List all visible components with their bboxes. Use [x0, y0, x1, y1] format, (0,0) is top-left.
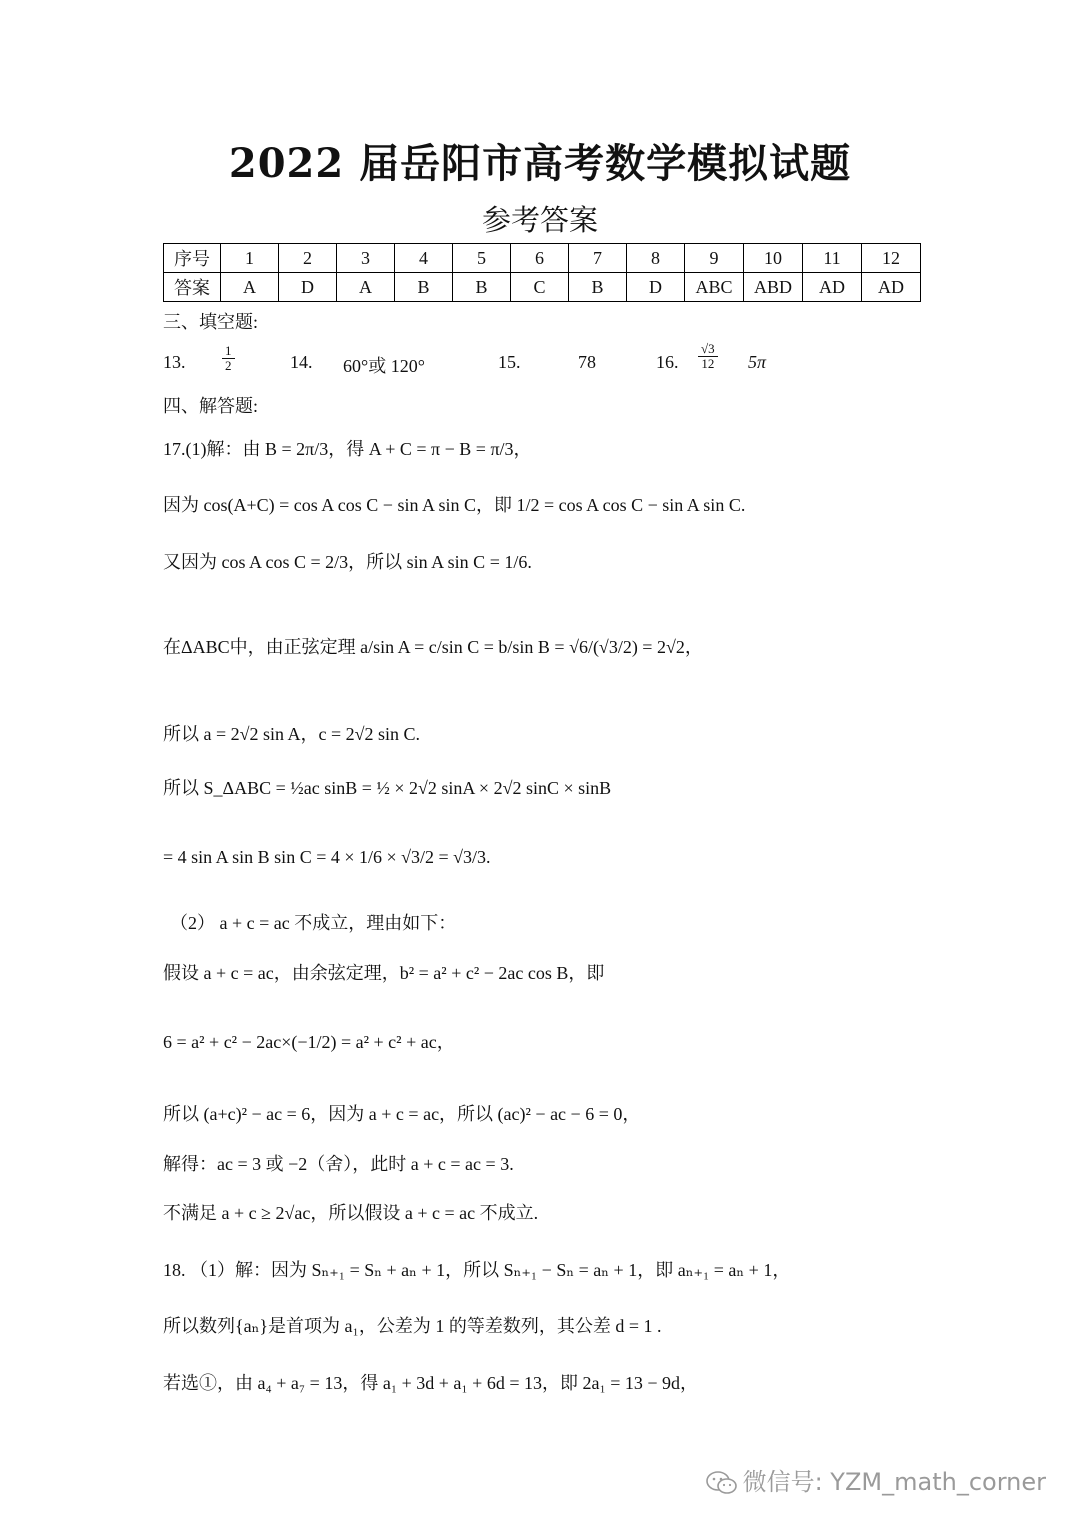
table-cell: 12	[862, 244, 921, 273]
solution-line: 所以 S_ΔABC = ½ac sinB = ½ × 2√2 sinA × 2√2 sinC × sinB	[163, 778, 612, 798]
fill-q13-answer	[220, 344, 237, 374]
solution-line: 又因为 cos A cos C = 2/3，所以 sin A sin C = 1/6.	[163, 552, 532, 572]
table-cell: B	[395, 273, 453, 302]
table-cell: C	[511, 273, 569, 302]
solution-line: 解得：ac = 3 或 −2（舍），此时 a + c = ac = 3.	[163, 1154, 514, 1174]
solution-line: （2） a + c = ac 不成立，理由如下：	[170, 913, 457, 933]
row-header-answer: 答案	[164, 273, 221, 302]
table-cell: D	[627, 273, 685, 302]
fill-q14-answer: 60°或 120°	[343, 356, 425, 376]
table-cell: 8	[627, 244, 685, 273]
table-cell: 11	[803, 244, 862, 273]
fill-q16-number: 16.	[656, 352, 679, 372]
answer-table	[163, 243, 921, 302]
solution-line: 在ΔABC中，由正弦定理 a/sin A = c/sin C = b/sin B = √6/(√3/2) = 2√2，	[163, 637, 703, 657]
table-cell: 7	[569, 244, 627, 273]
solution-line: 假设 a + c = ac，由余弦定理，b² = a² + c² − 2ac cos B，即	[163, 963, 605, 983]
row-header-number: 序号	[164, 244, 221, 273]
solution-line: 若选①，由 a₄ + a₇ = 13，得 a₁ + 3d + a₁ + 6d = 13，即 2a₁ = 13 − 9d，	[163, 1373, 699, 1393]
fill-q16-answer-a	[696, 342, 720, 372]
table-cell: ABD	[744, 273, 803, 302]
solution-line: 因为 cos(A+C) = cos A cos C − sin A sin C，即 1/2 = cos A cos C − sin A sin C.	[163, 495, 746, 515]
table-cell: D	[279, 273, 337, 302]
table-row-numbers	[164, 244, 921, 273]
table-cell: 1	[221, 244, 279, 273]
fill-q14-number: 14.	[290, 352, 313, 372]
fill-q15-answer: 78	[578, 352, 596, 372]
solution-line: 所以数列{aₙ}是首项为 a₁，公差为 1 的等差数列，其公差 d = 1 .	[163, 1316, 662, 1336]
solution-line: 6 = a² + c² − 2ac×(−1/2) = a² + c² + ac，	[163, 1032, 455, 1052]
page-subtitle: 参考答案	[481, 203, 598, 237]
fraction-denominator: 2	[225, 358, 232, 374]
solution-line: 所以 (a+c)² − ac = 6，因为 a + c = ac，所以 (ac)² − ac − 6 = 0，	[163, 1104, 641, 1124]
table-cell: 5	[453, 244, 511, 273]
solution-line: 17.(1)解：由 B = 2π/3，得 A + C = π − B = π/3，	[163, 439, 532, 459]
table-cell: A	[337, 273, 395, 302]
table-cell: B	[453, 273, 511, 302]
fill-q16-answer-b: 5π	[748, 352, 767, 372]
table-cell: AD	[862, 273, 921, 302]
fill-q13-number: 13.	[163, 352, 186, 372]
table-cell: 3	[337, 244, 395, 273]
table-cell: 10	[744, 244, 803, 273]
solution-line: 18. （1）解：因为 Sₙ₊₁ = Sₙ + aₙ + 1，所以 Sₙ₊₁ − Sₙ = aₙ + 1，即 aₙ₊₁ = aₙ + 1，	[163, 1260, 791, 1280]
fraction-numerator: √3	[698, 342, 718, 357]
section-heading-fill: 三、填空题:	[163, 312, 259, 332]
watermark	[705, 1462, 1046, 1497]
table-cell: B	[569, 273, 627, 302]
solution-line: 所以 a = 2√2 sin A，c = 2√2 sin C.	[163, 724, 421, 744]
table-cell: A	[221, 273, 279, 302]
solution-line: 不满足 a + c ≥ 2√ac，所以假设 a + c = ac 不成立.	[163, 1203, 539, 1223]
fill-q15-number: 15.	[498, 352, 521, 372]
table-cell: 2	[279, 244, 337, 273]
section-heading-solutions: 四、解答题:	[163, 396, 259, 416]
watermark-text: 微信号: YZM_math_corner	[742, 1468, 1046, 1496]
solution-line: = 4 sin A sin B sin C = 4 × 1/6 × √3/2 = √3/3.	[163, 847, 491, 867]
table-cell: ABC	[685, 273, 744, 302]
table-cell: 4	[395, 244, 453, 273]
fraction-denominator: 12	[701, 356, 715, 372]
wechat-icon	[705, 1470, 739, 1496]
table-row-answers	[164, 273, 921, 302]
page-title: 2022 届岳阳市高考数学模拟试题	[228, 140, 852, 187]
table-cell: AD	[803, 273, 862, 302]
table-cell: 6	[511, 244, 569, 273]
table-cell: 9	[685, 244, 744, 273]
fraction-numerator: 1	[222, 344, 235, 359]
